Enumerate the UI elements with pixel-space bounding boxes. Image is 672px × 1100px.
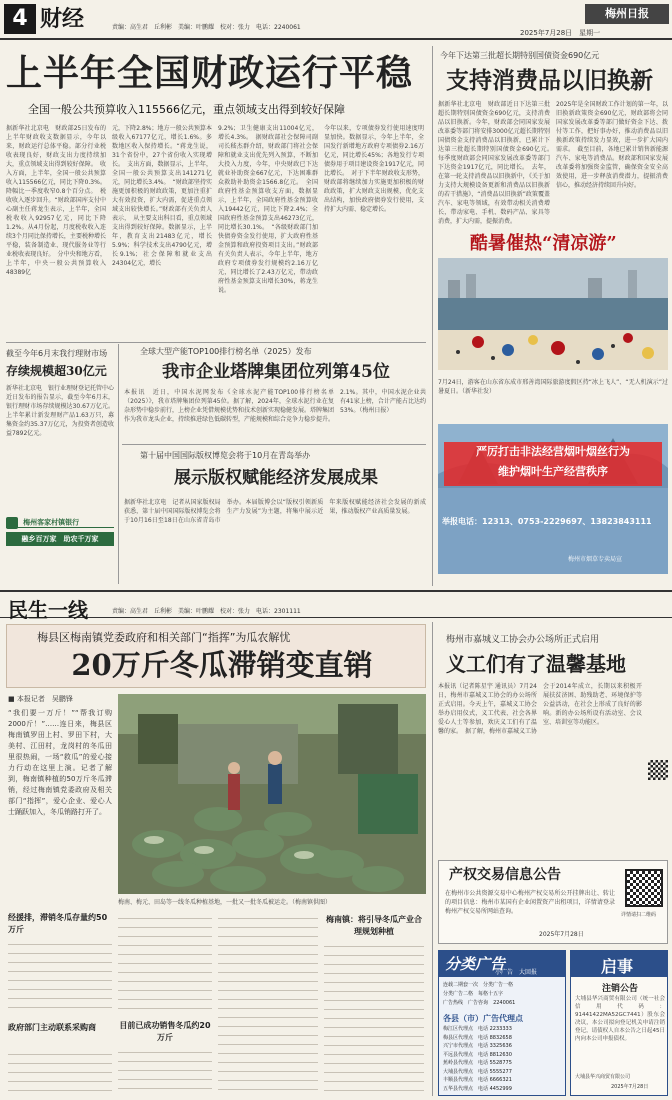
enterprise-body: 本报讯 近日，中国水泥网发布《全球水泥产能TOP100排行榜名单（2025）》，我市塔牌集团位列第45位。据了解，2024年，全球水泥行业在复杂形势中稳步前行，上榜企业凭借规模优势和技术创新实现稳健发展。塔牌集团作为我市龙头企业，持续推进绿色低碳转型，产能规模和综合竞争力稳步提升。 (124, 389, 335, 423)
beach-scene-image (438, 258, 668, 370)
page-header (0, 0, 672, 40)
notice-body: 大埔县华兴商贸有限公司（统一社会信用代码：91441422MA52GC7441）股东会决议，本公司拟向登记机关申请注销登记，请债权人自本公告之日起45日内向本公司申报债权。 (575, 996, 665, 1042)
classified-slot-5: 广告热线 (443, 1000, 464, 1006)
agent-row (443, 1042, 561, 1051)
melon-col-4 (324, 942, 424, 1094)
agent-name: 梅县区代理点 (443, 1034, 474, 1041)
copyright-headline: 展示版权赋能经济发展成果 (174, 468, 378, 488)
consumer-kicker: 今年下达第三批超长期特别国债资金690亿元 (440, 51, 600, 60)
agent-tel: 电话 8812630 (478, 1051, 512, 1058)
bank-logo-icon (6, 517, 18, 529)
bank-body: 新华社北京电 银行业理财登记托管中心近日发布的报告显示，截至今年6月末，银行理财市场存续规模达30.67万亿元。上半年累计新发理财产品1.63万只，募集资金约35.37万亿元，为投资者创造收益7892亿元。 (6, 385, 115, 437)
melon-subhead-1: 经援排，滞销冬瓜存量约50万斤 (8, 913, 108, 934)
editor-meta: 责编：高生君 丘利彬 美编：叶鹏耀 校对：张力 电话：2240061 (112, 24, 301, 31)
agent-name: 五华县代理点 (443, 1085, 474, 1092)
classified-phone: 2240061 (493, 1000, 516, 1006)
union-body: 本报讯（记者陈星宇 通讯员）7月24日，梅州市嘉城义工协会的办公场所正式启用。今天上午，嘉城义工协会举办启用仪式，义工代表、社会各界爱心人士等参加，欢庆义工们有了温馨的家。 据了解，梅州市嘉城义工协会于2014年成立，长期以来积极开展扶贫济困、助残助老、环境保护等公益活动，在社会上形成了良好的影响。新的办公场所设有活动室、会议室、培训室等功能区。 (438, 683, 642, 735)
property-title: 产权交易信息公告 (449, 867, 561, 883)
enterprise-contact (340, 388, 426, 436)
classified-slot-2: 分类广告一格 (483, 982, 514, 988)
agent-row (443, 1034, 561, 1043)
agent-tel: 电话 2233333 (478, 1026, 512, 1032)
notice-heading: 注销公告 (601, 984, 638, 994)
melon-col-1b (8, 1050, 112, 1094)
classified-slot-6: 广告咨询 (468, 1000, 489, 1006)
livelihood-header (0, 590, 672, 622)
melon-col-2 (118, 914, 212, 1014)
melon-subhead-2: 目前已成功销售冬瓜约20万斤 (119, 1021, 211, 1042)
classified-slot-1: 连载二期套一次 (443, 982, 479, 988)
notice-signer: 大埔县华兴商贸有限公司 (575, 1074, 631, 1080)
agent-name: 丰顺县代理点 (443, 1077, 474, 1083)
agent-row (443, 1025, 561, 1034)
tourism-photo (438, 258, 668, 370)
agent-tel: 电话 4452999 (478, 1085, 512, 1092)
bank-headline: 存续规模超30亿元 (6, 364, 107, 378)
agent-tel: 电话 6666321 (478, 1077, 512, 1083)
classified-services-title: 各县（市）广告代理点 (443, 1014, 523, 1023)
enterprise-contact-text: 2.1%。其中，中国水泥企业共有41家上榜，合计产能占比达约53%。 (340, 389, 426, 414)
tobacco-ad-banner (444, 442, 662, 486)
lead-column-2: 元，下降2.8%；地方一般公共预算本级收入67177亿元，增长1.6%。多数地区收入保持增长。“蒋龙生说，31个省份中，27个省份收入实现增长。 支出方面，数据显示，上半年，全国一般公共预算支出141271亿元，同比增长3.4%。 “财政部坚持实施更加积极的财政政策，更加注重扩大有效投资，扩大内需，促进重点领域支出较快增长。”财政部有关负责人表示， 从主要支出科目看，重点领域支出得到较好保障。数据显示，上半年，教育支出21483亿元，增长5.9%；科学技术支出4790亿元，增长9.1%；社会保障和就业支出24304亿元，增长 (112, 125, 212, 267)
copyright-body: 据新华社北京电 记者从国家版权局获悉，第十届中国国际版权博览会将于10月16日至18日在山东省青岛市举办。本届版博会以“版权引领新质生产力发展”为主题，将集中展示近年来版权赋能经济社会发展的新成果，推动版权产业高质量发展。 (124, 499, 426, 524)
agent-tel: 电话 5528775 (478, 1060, 512, 1066)
tourism-credit: （新华社发） (462, 388, 496, 395)
melon-headline: 20万斤冬瓜滞销变直销 (71, 648, 373, 682)
lead-column-1: 据新华社北京电 财政部25日发布的上半年财政收支数据显示，今年以来，财政运行总体平稳。部分行业税收表现良好，财政支出力度持续加大，重点领域支出得到较好保障。 收入方面，上半年，全国一般公共预算收入115566亿元，同比下降0.3%。降幅比一季度收窄0.8个百分点。 税收收入逐步回升。“财政部国库支付中心副主任蒋龙生表示，上半年，全国税收收入92957亿元，同比下降1.2%。从4月份起，月度税收收入连续3个月同比保持增长，主要税种增长平稳，装备制造业、现代服务业等行业税收表现良好。 分中央和地方看，上半年，中央一般公共预算收入48389亿 (6, 125, 106, 276)
consumer-column-1: 据新华社北京电 财政部近日下达第三批超长期特别国债资金690亿元，支持消费品以旧换新。今年，财政部会同国家发展改革委等部门将安排3000亿元超长期特别国债资金支持消费品以旧换新，已累计下达第三批超长期特别国债资金690亿元。 每季度财政部会同国家发展改革委等部门下达资金1917亿元，同比增长。 去年，在第一轮支持消费品以旧换新中，《关于加力支持大规模设备更新和消费品以旧换新的若干措施》，“消费品以旧换新”政策覆盖汽车、家电等领域，有效带动相关消费增长，带动家电、手机、数码产品、家具等消费，扩大内需，提振消费。 (438, 101, 557, 225)
consumer-headline: 支持消费品以旧换新 (446, 67, 653, 94)
notice-banner (571, 951, 667, 977)
union-kicker: 梅州市嘉城义工协会办公场所正式启用 (446, 635, 600, 645)
bank-logo (6, 512, 114, 528)
agent-row (443, 1068, 561, 1077)
agent-name: 蕉岭县代理点 (443, 1060, 474, 1066)
tourism-headline: 酷暑催热“清凉游” (470, 233, 617, 254)
property-body: 在梅州市公共资源交易中心梅州产权交易所公开挂牌出让、转让的项目信息：梅州市某国有企业闲置资产出租项目，详情请登录梅州产权交易所网站查询。 (445, 890, 615, 915)
livelihood-section-title: 民生一线 (8, 598, 88, 622)
classified-ad (438, 950, 566, 1096)
bank-name: 梅州客家村镇银行 (23, 518, 80, 527)
tobacco-ad-line2: 维护烟叶生产经营秩序 (498, 465, 608, 478)
classified-banner (439, 951, 565, 977)
tourism-caption (438, 378, 668, 416)
melon-subhead-4: 政府部门主动联系采购商 (8, 1023, 96, 1032)
agent-tel: 电话 3325636 (478, 1043, 512, 1049)
agent-name: 兴宁市代理点 (443, 1043, 474, 1049)
column-divider-2 (118, 344, 119, 584)
consumer-column-2: 2025年是全国财政工作计划的第一年，以旧换新政策资金690亿元，财政部将会同国家发展改革委等部门做好资金下达、拨付等工作，把好事办好，推动消费品以旧换新政策持续发力显效，进一步扩大国内需求。 截至目前，各地已累计销售新能源汽车、家电等消费品。财政部和国家发展改革委将加强资金监管，确保资金安全高效使用，进一步释放消费潜力，提振消费信心，推动经济持续回升向好。 (556, 101, 668, 189)
notice-title: 启事 (601, 957, 634, 976)
classified-slot-3: 分类广告二格 (443, 991, 474, 997)
melon-byline: ■ 本报记者 吴鹏锋 (8, 695, 73, 703)
lead-subtitle: 全国一般公共预算收入115566亿元，重点领域支出得到较好保障 (28, 103, 345, 116)
melon-credit: （梅南镇供图） (292, 899, 332, 906)
agent-row (443, 1051, 561, 1060)
tobacco-ad-line1: 严厉打击非法经营烟叶烟丝行为 (476, 445, 630, 458)
agent-row (443, 1085, 561, 1094)
row-divider-2 (122, 444, 426, 445)
melon-col-3 (218, 914, 318, 1094)
tobacco-ad-hotline: 举报电话：12313、0753-2229697、13823843111 (442, 517, 652, 526)
classified-slot-4: 每格十五字 (478, 991, 504, 997)
classified-title: 分类广告 (445, 955, 506, 973)
livelihood-meta: 责编：高生君 丘利彬 美编：叶鹏耀 校对：张力 电话：2301111 (112, 608, 301, 615)
melon-harvest-image (118, 694, 426, 894)
column-divider (432, 46, 433, 586)
lead-column-3: 9.2%；卫生健康支出11004亿元，增长4.3%。 据财政部社会保障司副司长嵇杰群介绍，财政部门将社会保障和就业支出优先列入预算，不断加大投入力度，今年，中央财政已下达就业补助资金667亿元，下达困难群众救助补助资金1566.8亿元。 全国政府性基金预算收支方面，数据显示，上半年，全国政府性基金预算收入19442亿元，同比下降2.4%；全国政府性基金预算支出46273亿元，同比增长30.1%。 “各级财政部门加快债券资金发行使用，扩大政府性基金预算和政府投资项目支出。”财政部有关负责人表示，今年上半年，地方政府专项债券发行规模约2.16万亿元，同比增长了2.43万亿元，带动政府性基金预算支出增长30%，蒋龙生说。 (218, 125, 318, 294)
property-notice (438, 860, 668, 944)
melon-caption-text: 梅南、梅元、田岛等一线冬瓜种植基地，一批又一批冬瓜被运走。 (118, 899, 293, 906)
agent-row (443, 1059, 561, 1068)
copyright-kicker: 第十届中国国际版权博览会将于10月在青岛举办 (140, 451, 311, 460)
property-qr-label: 详情请扫二维码 (621, 912, 657, 918)
tobacco-ad (438, 424, 668, 574)
notice-box (570, 950, 668, 1096)
page-number: 4 (4, 4, 36, 34)
tourism-caption-text: 7月24日，游客在山东省东成市邢善湾国际旅游度假区持“冰上飞人”、“无人机演示”过暑夏日。 (438, 379, 668, 395)
melon-col-2b (118, 1048, 212, 1094)
lead-column-4: 今年以来，专项债券发行使用速度明显加快。数据显示，今年上半年，全国发行新增地方政府专项债券2.16万亿元，同比增长45%；各地发行专项债券用于项目建设资金1917亿元，同比增长。 对于下半年财政收支形势，财政部将继续加力实施更加积极的财政政策，扩大财政支出规模，优化支出结构，加快政府债券发行使用，支持扩大内需、稳定增长。 (324, 125, 424, 213)
union-headline: 义工们有了温馨基地 (446, 652, 626, 676)
melon-intro: “我们要一万斤！”“帮我订购2000斤！”……连日来，梅县区梅南镇罗田上村、罗田下村，大美村、江田村，龙岗村的冬瓜田里很热闹，一场“救瓜”的爱心接力行动在这里上演。记者了解到，梅南镇种植的50万斤冬瓜滞销，经过梅南镇党委政府及相关部门“指挥”，爱心企业、爱心人士踊跃加入，冬瓜销路打开了。 (8, 709, 112, 816)
tobacco-ad-sponsor: 梅州市烟草专卖局宣 (568, 556, 623, 563)
agent-tel: 电话 5555277 (478, 1068, 512, 1075)
section-title: 财经 (40, 6, 85, 32)
property-qr-code[interactable] (625, 869, 663, 907)
agent-row (443, 1076, 561, 1085)
bank-kicker: 截至今年6月末我行理财市场 (6, 349, 108, 358)
property-date: 2025年7月28日 (539, 931, 584, 938)
agent-name: 大埔县代理点 (443, 1068, 474, 1075)
agent-name: 梅江区代理点 (443, 1026, 474, 1032)
enterprise-headline: 我市企业塔牌集团位列第45位 (162, 362, 390, 382)
bank-slogan: 融乡百万家 助农千万家 (6, 532, 114, 546)
lead-headline: 上半年全国财政运行平稳 (6, 52, 414, 94)
classified-agent-list (443, 1025, 561, 1093)
union-qr-code (648, 760, 668, 780)
row-divider (6, 342, 426, 343)
melon-col-1 (8, 940, 112, 1016)
agent-tel: 电话 8832658 (478, 1034, 512, 1041)
issue-date: 2025年7月28日 星期一 (520, 29, 601, 37)
enterprise-source: （梅州日报） (359, 407, 393, 414)
melon-photo (118, 694, 426, 894)
classified-slots (443, 981, 561, 1011)
melon-subhead-3: 梅南镇：将引导冬瓜产业合理规划种植 (326, 915, 422, 936)
melon-headline-box (6, 624, 426, 688)
newspaper-logo: 梅州日报 (585, 4, 669, 24)
enterprise-kicker: 全球大型产能TOP100排行榜名单（2025）发布 (140, 347, 312, 356)
agent-name: 平远县代理点 (443, 1051, 474, 1058)
notice-date: 2025年7月28日 (611, 1084, 649, 1090)
melon-kicker: 梅县区梅南镇党委政府和相关部门“指挥”为瓜农解忧 (37, 631, 291, 644)
melon-photo-caption (118, 898, 426, 910)
classified-subtitle: 小广告 大回报 (495, 969, 538, 976)
column-divider-3 (432, 622, 433, 1096)
